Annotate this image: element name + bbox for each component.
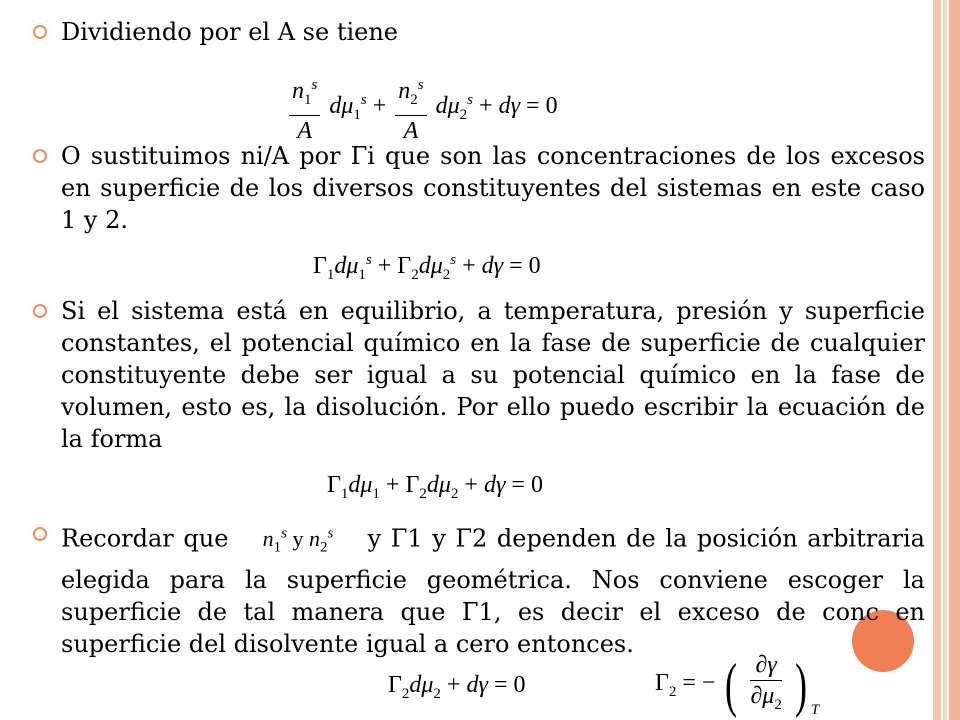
stripe-left bbox=[933, 0, 941, 720]
fraction-partial: $\frac{\partial\gamma}{\partial\mu_2}$ bbox=[750, 652, 782, 713]
fraction-n2s-over-A: $\frac{n_2^s}{A}$ bbox=[395, 70, 426, 146]
bullet-1 bbox=[33, 16, 925, 48]
fraction-n1s-over-A: $\frac{n_1^s}{A}$ bbox=[289, 70, 320, 146]
stripe-right bbox=[949, 0, 960, 720]
bullet-4-text bbox=[61, 518, 925, 660]
bullet-3-text: Si el sistema está en equilibrio, a temperatura, presión y superficie constantes, el potencial químico en la fase de superficie de cualquier constituyente debe ser igual a su potencial químico en la fase de volumen, esto es, la disolución. Por ello puedo escribir la ecuación de la forma bbox=[61, 297, 925, 453]
bullet-4-rest: y Γ1 y Γ2 dependen de la posición arbitraria elegida para la superficie geométrica. Nos conviene escoger la superficie de tal manera que Γ1, es decir el exceso de conc en superficie del disolvente igual a cero entonces. bbox=[61, 524, 925, 658]
bullet-circle-icon bbox=[33, 149, 47, 163]
stripe-middle bbox=[943, 0, 947, 720]
equation-3: $\Gamma_1d\mu_1 + \Gamma_2d\mu_2 + d\gamma = 0$ bbox=[327, 472, 543, 502]
bullet-1-text: Dividiendo por el A se tiene bbox=[61, 18, 399, 46]
bullet-2-text: O sustituimos ni/A por Γi que son las concentraciones de los excesos en superficie de los diversos constituyentes del sistemas en este caso 1 y 2. bbox=[61, 142, 925, 234]
bullet-circle-icon bbox=[33, 25, 47, 39]
bullet-4 bbox=[33, 518, 925, 660]
equation-1: $\frac{n_1^s}{A}$ $d\mu_1^s$ + $\frac{n_2^s}{A}$ $d\mu_2^s + d\gamma = 0$ bbox=[286, 70, 558, 146]
bullet-3 bbox=[33, 295, 925, 455]
inline-symbols: $n_1^s$ y $n_2^s$ bbox=[262, 526, 334, 556]
equation-2: $\Gamma_1d\mu_1^s + \Gamma_2d\mu_2^s + d\gamma = 0$ bbox=[313, 252, 541, 283]
bullet-2 bbox=[33, 140, 925, 236]
bullet-4-lead: Recordar que bbox=[61, 524, 229, 553]
bullet-circle-icon bbox=[33, 304, 47, 318]
equation-5: $\Gamma_2$ = − ( $\frac{\partial\gamma}{\partial\mu_2}$ ) T bbox=[655, 651, 820, 719]
decorative-stripes bbox=[933, 0, 960, 720]
bullet-circle-icon bbox=[33, 527, 47, 541]
equation-4: $\Gamma_2d\mu_2 + d\gamma = 0$ bbox=[388, 672, 526, 702]
